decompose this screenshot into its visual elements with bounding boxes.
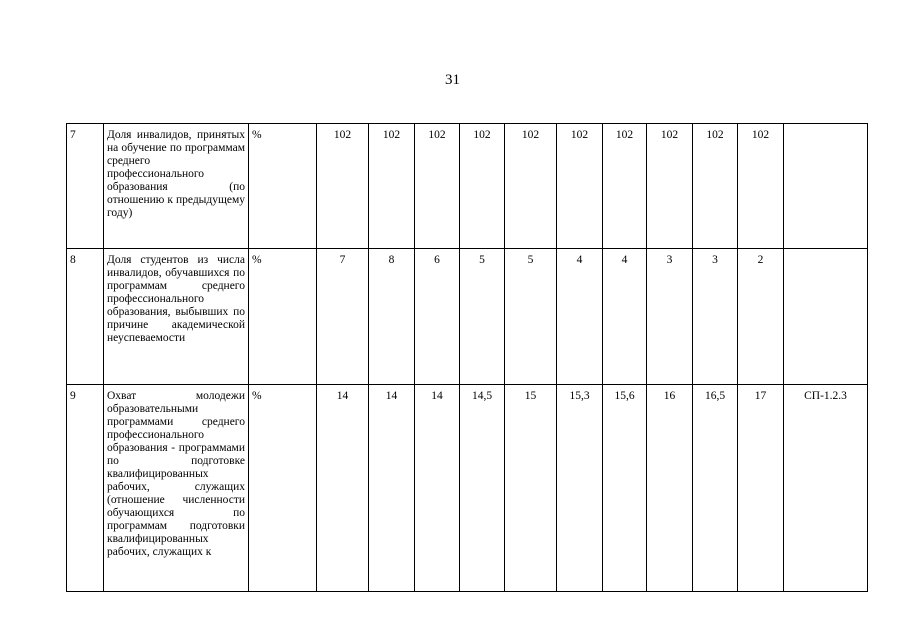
indicator-name: Доля инвалидов, принятых на обучение по программам среднего профессионального образования (по отношению к предыдущему году): [104, 124, 249, 249]
value-cell: 17: [738, 385, 784, 592]
value-cell: 5: [505, 249, 557, 385]
value-cell: 102: [317, 124, 369, 249]
value-cell: 14,5: [460, 385, 505, 592]
code-cell: [784, 124, 868, 249]
value-cell: 102: [369, 124, 415, 249]
value-cell: 6: [415, 249, 460, 385]
value-cell: 15,6: [603, 385, 647, 592]
value-cell: 3: [693, 249, 738, 385]
value-cell: 16: [647, 385, 693, 592]
value-cell: 2: [738, 249, 784, 385]
value-cell: 15: [505, 385, 557, 592]
table-row: [67, 385, 868, 592]
value-cell: 15,3: [557, 385, 603, 592]
value-cell: 4: [557, 249, 603, 385]
row-number: 7: [67, 124, 104, 249]
value-cell: 102: [738, 124, 784, 249]
value-cell: 7: [317, 249, 369, 385]
value-cell: 102: [647, 124, 693, 249]
value-cell: 3: [647, 249, 693, 385]
value-cell: 102: [460, 124, 505, 249]
value-cell: 14: [369, 385, 415, 592]
indicator-name: Охват молодежи образовательными программами среднего профессионального образования - программами по подготовке квалифицированных рабочих, служащих (отношение численности обучающихся по программам подготовки квалифицированных рабочих, служащих к: [104, 385, 249, 592]
value-cell: 102: [505, 124, 557, 249]
value-cell: 102: [603, 124, 647, 249]
value-cell: 102: [693, 124, 738, 249]
value-cell: 8: [369, 249, 415, 385]
value-cell: 5: [460, 249, 505, 385]
value-cell: 16,5: [693, 385, 738, 592]
indicators-table: [66, 123, 868, 592]
value-cell: 14: [415, 385, 460, 592]
indicator-name: Доля студентов из числа инвалидов, обучавшихся по программам среднего профессионального образования, выбывших по причине академической неуспеваемости: [104, 249, 249, 385]
unit-cell: %: [249, 385, 317, 592]
code-cell: СП-1.2.3: [784, 385, 868, 592]
value-cell: 102: [557, 124, 603, 249]
value-cell: 4: [603, 249, 647, 385]
row-number: 9: [67, 385, 104, 592]
value-cell: 102: [415, 124, 460, 249]
table-row: [67, 249, 868, 385]
table-row: [67, 124, 868, 249]
unit-cell: %: [249, 124, 317, 249]
page-number: 31: [445, 72, 460, 88]
unit-cell: %: [249, 249, 317, 385]
value-cell: 14: [317, 385, 369, 592]
code-cell: [784, 249, 868, 385]
row-number: 8: [67, 249, 104, 385]
